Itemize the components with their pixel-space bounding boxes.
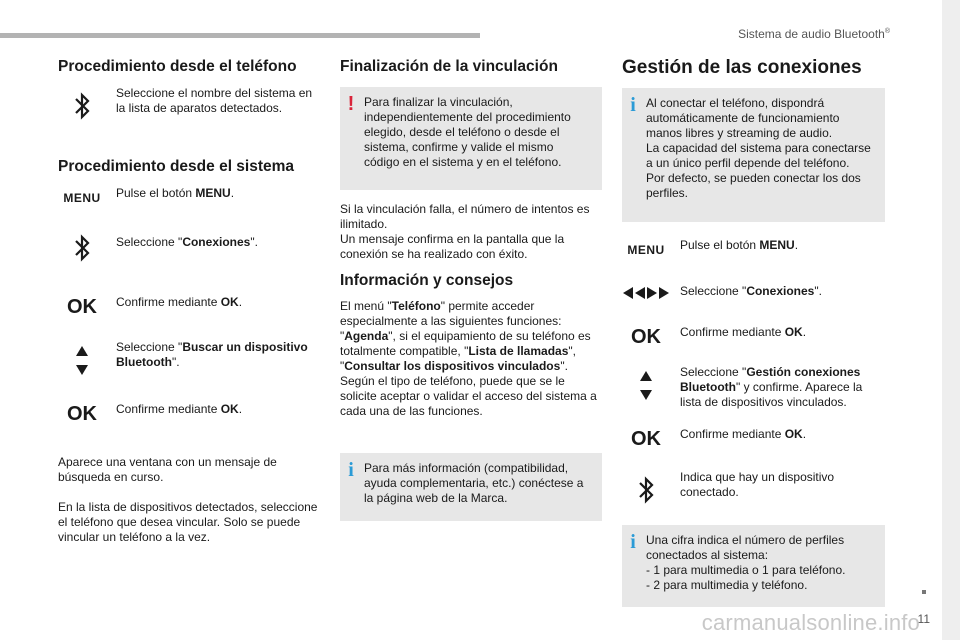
paragraph-select-phone: En la lista de dispositivos detectados, seleccione el teléfono que desea vincular. Solo se puede vincular un teléfono a la vez. (58, 500, 318, 544)
step-search-device (58, 340, 320, 380)
page-number: 11 (917, 612, 930, 626)
heading-connection-management: Gestión de las conexiones (622, 57, 862, 78)
paragraph-pairing-attempts: Si la vinculación falla, el número de intentos es ilimitado. (340, 202, 590, 231)
step-select-connections (622, 282, 885, 304)
watermark: carmanualsonline.info (701, 610, 920, 635)
step-phone-select (58, 86, 320, 126)
paragraph-pairing-success: Un mensaje confirma en la pantalla que la conexión se ha realizado con éxito. (340, 232, 565, 261)
page-marker (922, 590, 926, 594)
step-text: Confirme mediante OK. (116, 295, 243, 309)
step-text: Confirme mediante OK. (116, 402, 243, 416)
step-connected-indicator (622, 470, 885, 510)
menu-button-icon: MENU (627, 243, 665, 257)
info-box-connection (622, 88, 885, 222)
step-text: Confirme mediante OK. (680, 325, 807, 339)
header-rule (0, 33, 480, 38)
info-box-web (340, 453, 602, 521)
step-text: Seleccione "Conexiones". (680, 284, 822, 298)
step-text: Indica que hay un dispositivo conectado. (680, 470, 835, 499)
step-text: Confirme mediante OK. (680, 427, 807, 441)
step-confirm-ok-2 (58, 400, 320, 428)
step-confirm-ok-2 (622, 425, 885, 453)
ok-button-icon: OK (67, 402, 97, 425)
step-text: Pulse el botón MENU. (116, 186, 235, 200)
registered-mark: ® (884, 28, 890, 35)
info-icon: i (630, 94, 636, 116)
info-text: Para más información (compatibilidad, ayuda complementaria, etc.) conéctese a la página web de la Marca. (364, 461, 584, 505)
step-text: Pulse el botón MENU. (680, 238, 799, 252)
step-press-menu (622, 238, 885, 262)
ok-button-icon: OK (67, 295, 97, 318)
menu-button-icon: MENU (63, 191, 101, 205)
info-text: Al conectar el teléfono, dispondrá automáticamente de funcionamiento manos libres y streaming de audio. La capacidad del sistema para conectarse a un único perfil depende del teléfono. Por defecto, se pueden conectar los dos perfiles. (646, 96, 871, 200)
info-box-profiles (622, 525, 885, 607)
heading-phone-procedure: Procedimiento desde el teléfono (58, 58, 297, 75)
step-text: Seleccione "Buscar un dispositivo Bluetooth". (116, 340, 308, 369)
step-confirm-ok (622, 323, 885, 351)
step-text: Seleccione el nombre del sistema en la lista de aparatos detectados. (116, 86, 313, 115)
step-manage-bluetooth (622, 365, 885, 410)
warning-icon: ! (347, 93, 355, 115)
up-down-arrows-icon (640, 371, 652, 400)
paragraph-phone-menu: El menú "Teléfono" permite acceder especialmente a las siguientes funciones: "Agenda", si el equipamiento de su teléfono es totalmente compatible, "Lista de llamadas", "Consultar los dispositivos vinculados". Según el tipo de teléfono, puede que se le solicite aceptar o validar el acceso del sistema a cada una de las funciones. (340, 299, 597, 418)
info-text: Una cifra indica el número de perfiles conectados al sistema: - 1 para multimedia o 1 para teléfono. - 2 para multimedia y teléfono. (646, 533, 846, 592)
ok-button-icon: OK (631, 427, 661, 450)
bluetooth-icon (58, 86, 106, 126)
left-right-arrows-icon (623, 287, 669, 299)
step-press-menu (58, 186, 320, 210)
step-text: Seleccione "Conexiones". (116, 235, 258, 249)
bluetooth-icon (622, 470, 670, 510)
heading-system-procedure: Procedimiento desde el sistema (58, 158, 295, 175)
up-down-arrows-icon (76, 346, 88, 375)
paragraph-search-message: Aparece una ventana con un mensaje de búsqueda en curso. (58, 455, 277, 484)
step-confirm-ok (58, 293, 320, 321)
step-text: Seleccione "Gestión conexiones Bluetooth" y confirme. Aparece la lista de dispositivos vinculados. (680, 365, 863, 409)
ok-button-icon: OK (631, 325, 661, 348)
bluetooth-icon (58, 228, 106, 268)
page-header (738, 27, 890, 41)
header-title: Sistema de audio Bluetooth (738, 27, 885, 41)
info-icon: i (630, 531, 636, 553)
heading-info-tips: Información y consejos (340, 272, 514, 289)
heading-pairing-completion: Finalización de la vinculación (340, 58, 558, 75)
page-edge-strip (942, 0, 960, 640)
warning-box (340, 87, 602, 190)
info-icon: i (348, 459, 354, 481)
step-select-connections (58, 228, 320, 268)
warning-text: Para finalizar la vinculación, independientemente del procedimiento elegido, desde el teléfono o desde el sistema, confirme y valide el mismo código en el sistema y en el teléfono. (364, 95, 571, 169)
